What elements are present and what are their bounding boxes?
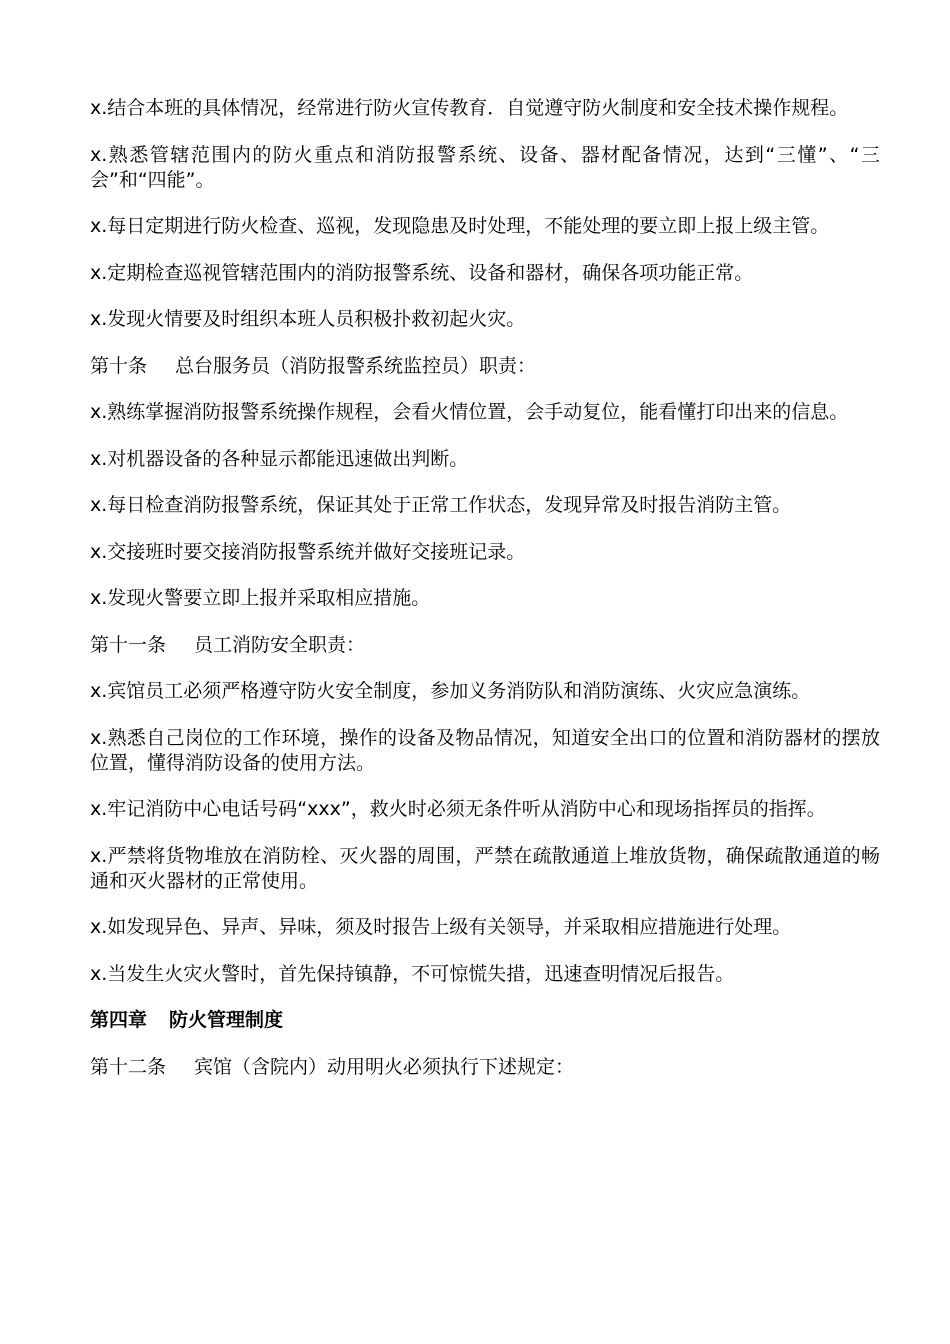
article-12-title: [90, 1055, 880, 1080]
article-number: 第十一条: [90, 633, 167, 656]
article-title-text: 员工消防安全职责：: [194, 633, 366, 656]
article-number: 第十二条: [90, 1055, 167, 1078]
paragraph-item-14: x.严禁将货物堆放在消防栓、灭火器的周围，严禁在疏散通道上堆放货物，确保疏散通道的畅通和灭火器材的正常使用。: [90, 844, 880, 892]
chapter-number: 第四章: [90, 1009, 148, 1031]
paragraph-item-2: x.熟悉管辖范围内的防火重点和消防报警系统、设备、器材配备情况，达到“三懂”、“三会”和“四能”。: [90, 143, 880, 191]
article-number: 第十条: [90, 354, 148, 377]
chapter-title: 防火管理制度: [169, 1009, 284, 1031]
paragraph-item-16: x.当发生火灾火警时，首先保持镇静，不可惊慌失措，迅速查明情况后报告。: [90, 962, 735, 985]
paragraph-item-1: x.结合本班的具体情况，经常进行防火宣传教育．自觉遵守防火制度和安全技术操作规程。: [90, 97, 849, 119]
article-title-text: 宾馆（含院内）动用明火必须执行下述规定：: [194, 1055, 575, 1078]
paragraph-item-7: x.对机器设备的各种显示都能迅速做出判断。: [90, 447, 469, 470]
paragraph-item-5: x.发现火情要及时组织本班人员积极扑救初起火灾。: [90, 308, 526, 330]
paragraph-item-11: x.宾馆员工必须严格遵守防火安全制度，参加义务消防队和消防演练、火灾应急演练。: [90, 680, 811, 702]
article-10-title: [90, 354, 880, 379]
paragraph-item-6: x.熟练掌握消防报警系统操作规程，会看火情位置，会手动复位，能看懂打印出来的信息。: [90, 401, 849, 423]
paragraph-item-12: x.熟悉自己岗位的工作环境，操作的设备及物品情况，知道安全出口的位置和消防器材的摆放位置，懂得消防设备的使用方法。: [90, 726, 880, 774]
paragraph-item-9: x.交接班时要交接消防报警系统并做好交接班记录。: [90, 540, 526, 563]
paragraph-item-10: x.发现火警要立即上报并采取相应措施。: [90, 587, 431, 609]
document-page: [90, 96, 880, 1101]
paragraph-item-13: x.牢记消防中心电话号码“xxx”，救火时必须无条件听从消防中心和现场指挥员的指挥。: [90, 798, 826, 820]
paragraph-item-15: x.如发现异色、异声、异味，须及时报告上级有关领导，并采取相应措施进行处理。: [90, 916, 792, 938]
paragraph-item-3: x.每日定期进行防火检查、巡视，发现隐患及时处理，不能处理的要立即上报上级主管。: [90, 215, 830, 237]
paragraph-item-4: x.定期检查巡视管辖范围内的消防报警系统、设备和器材，确保各项功能正常。: [90, 261, 754, 284]
chapter-heading: [90, 1008, 880, 1033]
article-11-title: [90, 633, 880, 658]
paragraph-item-8: x.每日检查消防报警系统，保证其处于正常工作状态，发现异常及时报告消防主管。: [90, 494, 792, 516]
article-title-text: 总台服务员（消防报警系统监控员）职责：: [175, 354, 537, 377]
